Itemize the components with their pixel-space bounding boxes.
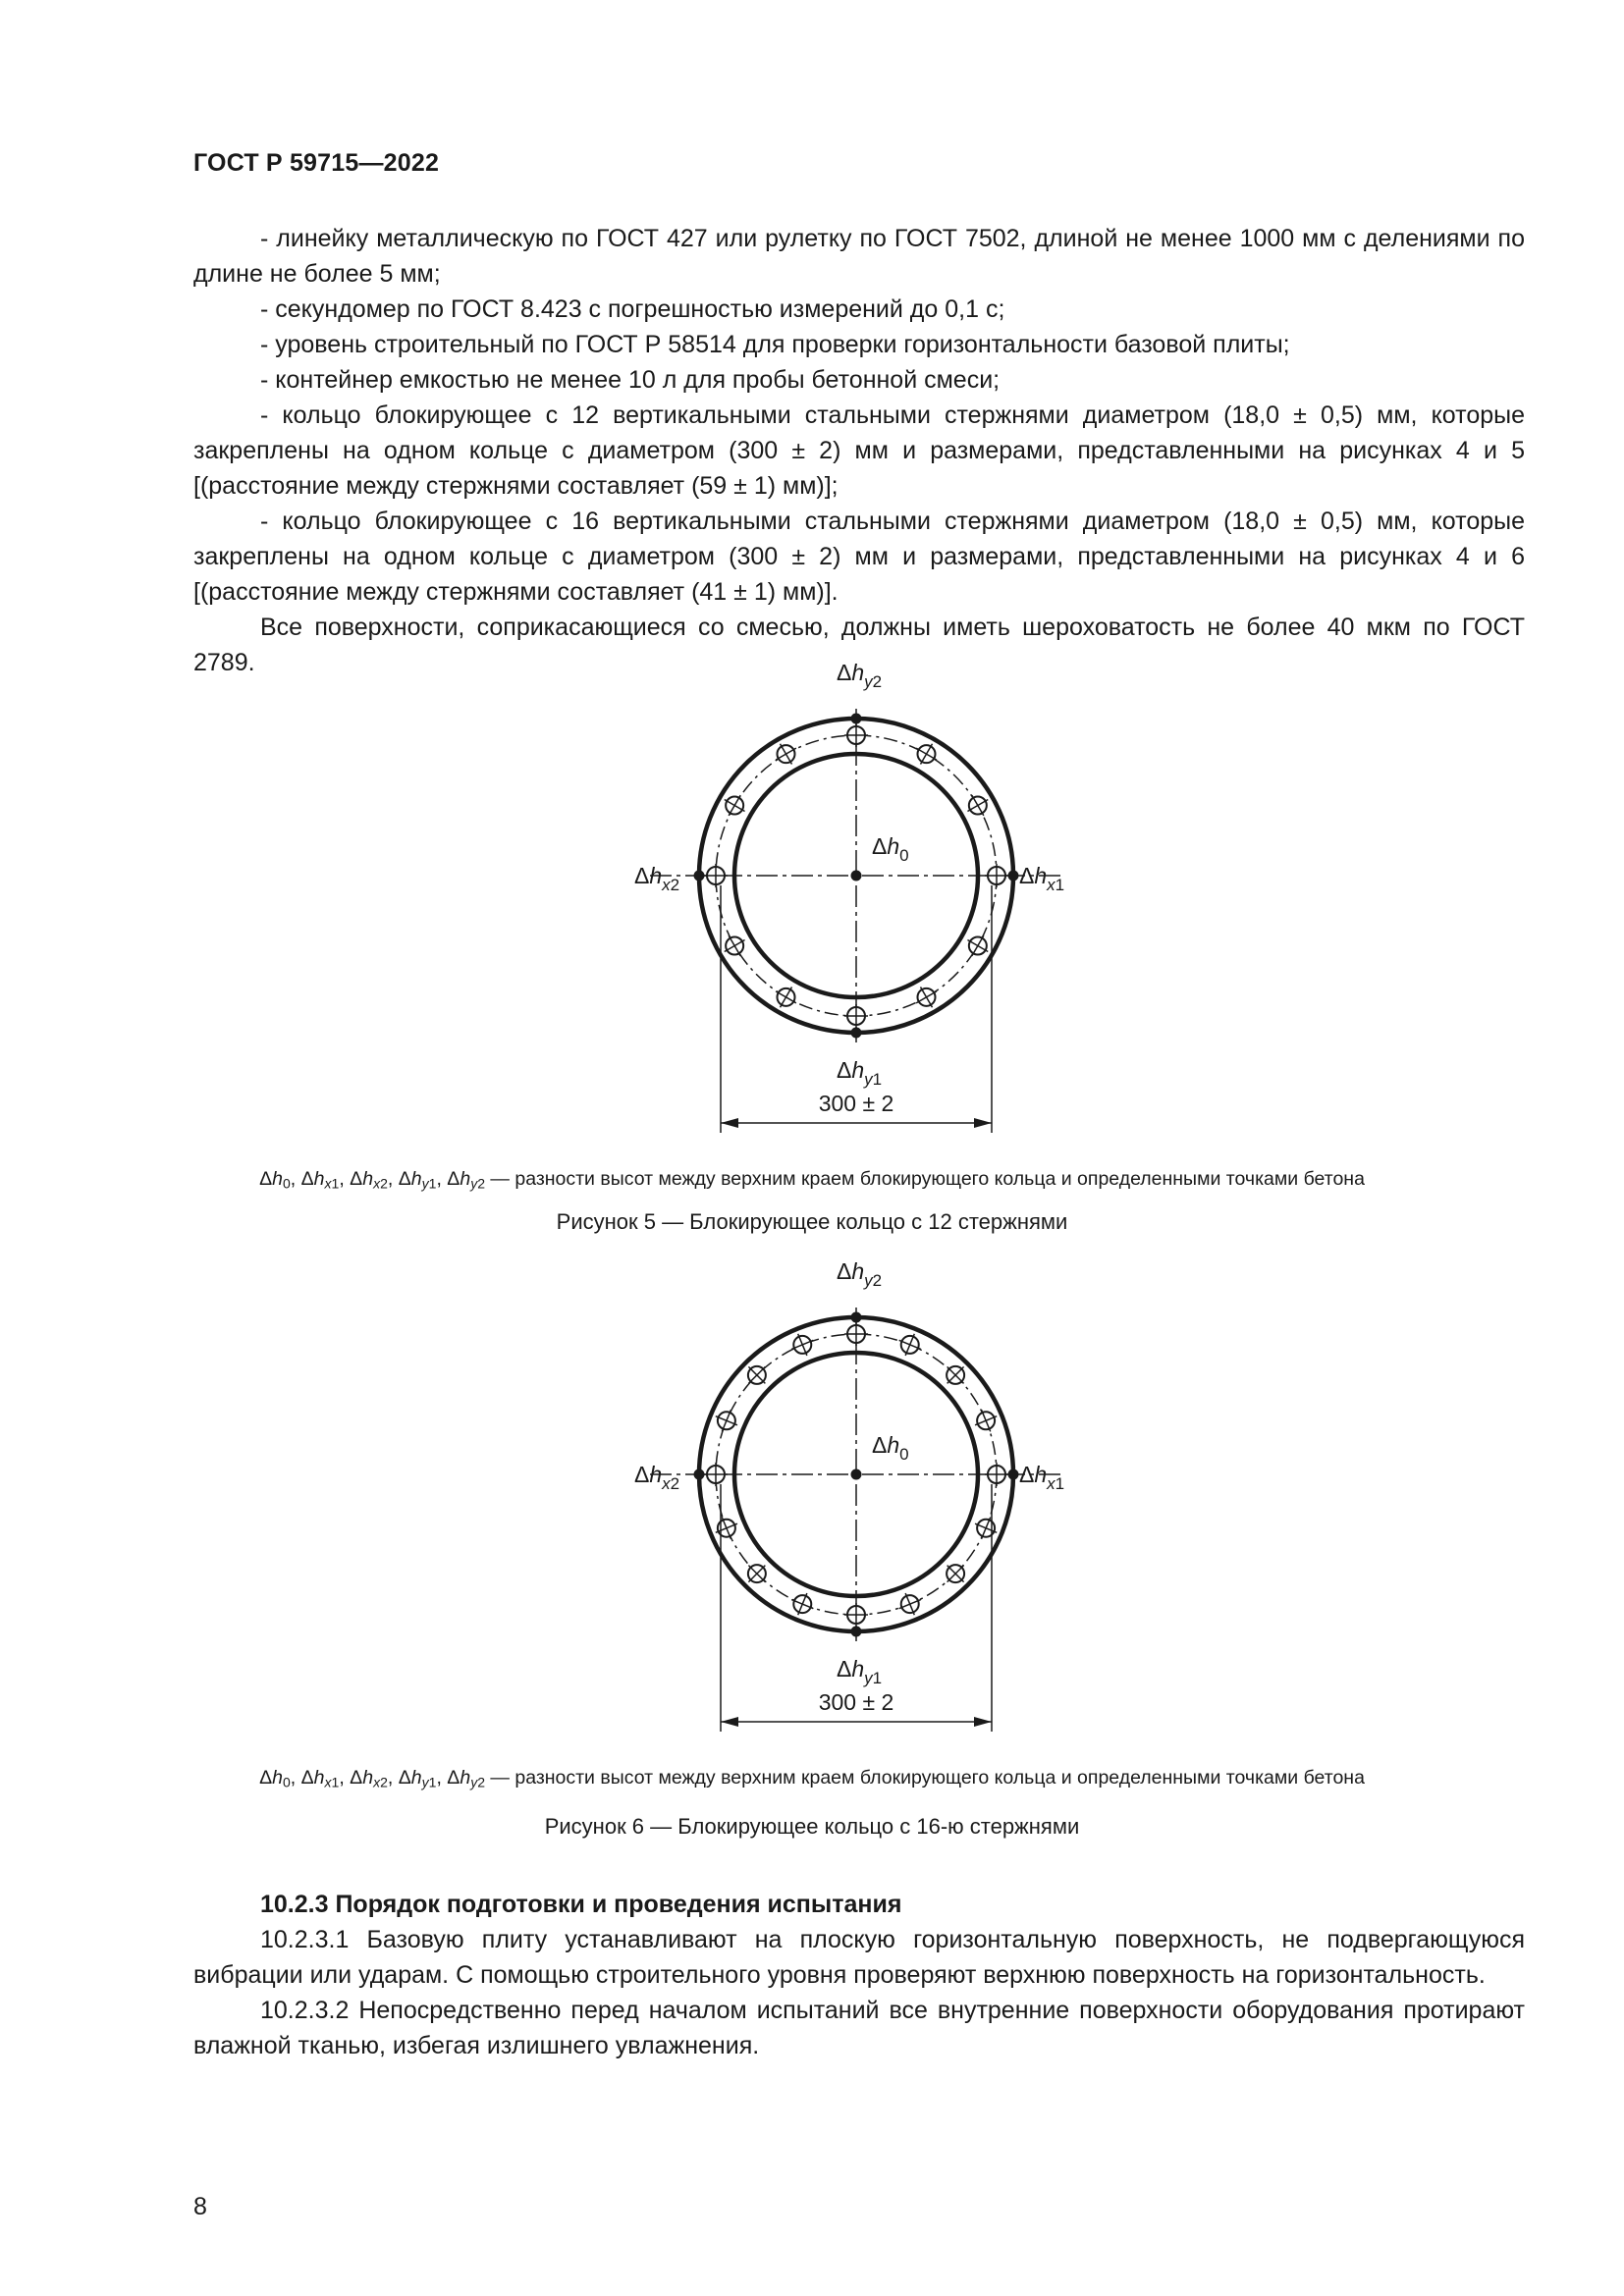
point-y1 [851, 1627, 862, 1637]
steel-rod [975, 1410, 997, 1431]
list-item: - секундомер по ГОСТ 8.423 с погрешностью измерений до 0,1 с; [260, 295, 1005, 323]
steel-rod [725, 795, 745, 816]
arrow-right-icon [974, 1717, 992, 1727]
point-y2 [851, 1312, 862, 1323]
ring-diagram-12-rods [0, 658, 1624, 1168]
steel-rod [844, 723, 868, 747]
steel-rod [844, 1322, 868, 1346]
steel-rod [791, 1593, 813, 1615]
steel-rod [748, 1565, 766, 1582]
arrow-left-icon [721, 1717, 738, 1727]
steel-rod [975, 1518, 997, 1539]
legend-text: — разности высот между верхним краем блокирующего кольца и определенными точками бетона [485, 1168, 1365, 1190]
list-item: - линейку металлическую по ГОСТ 427 или рулетку по ГОСТ 7502, длиной не менее 1000 мм с делениями по длине не более 5 мм; [193, 225, 1525, 288]
test-procedure-section [193, 1887, 1525, 2063]
point-x1 [1008, 1469, 1019, 1480]
point-center [851, 871, 862, 881]
figure-6 [0, 1256, 1624, 1839]
point-x2 [694, 871, 705, 881]
point-y1 [851, 1028, 862, 1039]
label-dh-x2: $\Delta h_x2$ [634, 1462, 680, 1493]
page-number: 8 [193, 2193, 207, 2220]
steel-rod [791, 1334, 813, 1356]
label-dh-x1: $\Delta h_x1$ [1019, 863, 1065, 894]
point-x1 [1008, 871, 1019, 881]
dimension-label: 300 ± 2 [818, 1689, 894, 1715]
label-dh-y2: $\Delta h_y2$ [837, 660, 883, 691]
steel-rod [716, 1410, 737, 1431]
arrow-left-icon [721, 1118, 738, 1128]
steel-rod [985, 1463, 1008, 1486]
steel-rod [716, 1518, 737, 1539]
steel-rod [844, 1004, 868, 1028]
surface-roughness-paragraph: Все поверхности, соприкасающиеся со смесью, должны иметь шероховатость не более 40 мкм по ГОСТ 2789. [193, 614, 1525, 676]
label-dh-y2: $\Delta h_y2$ [837, 1258, 883, 1290]
point-center [851, 1469, 862, 1480]
list-item: - контейнер емкостью не менее 10 л для пробы бетонной смеси; [260, 366, 1001, 394]
figure-legend [0, 1767, 1624, 1789]
figure-caption: Рисунок 6 — Блокирующее кольцо с 16-ю стержнями [544, 1814, 1080, 1839]
document-header: ГОСТ Р 59715—2022 [193, 149, 440, 177]
list-item: - кольцо блокирующее с 12 вертикальными стальными стержнями диаметром (18,0 ± 0,5) мм, которые закреплены на одном кольце с диаметром (300 ± 2) мм и размерами, представленными на рисунках 4 и 5 [(расстояние между стержнями составляет (59 ± 1) мм)]; [193, 401, 1525, 500]
label-dh-x1: $\Delta h_x1$ [1019, 1462, 1065, 1493]
list-item: - уровень строительный по ГОСТ Р 58514 для проверки горизонтальности базовой плиты; [260, 331, 1290, 358]
steel-rod [899, 1334, 921, 1356]
label-dh-0: $\Delta h_0$ [872, 1432, 909, 1464]
steel-rod [967, 795, 988, 816]
label-dh-y1: $\Delta h_y1$ [837, 1057, 883, 1089]
steel-rod [985, 864, 1008, 887]
steel-rod [748, 1366, 766, 1384]
label-dh-y1: $\Delta h_y1$ [837, 1656, 883, 1687]
figure-caption: Рисунок 5 — Блокирующее кольцо с 12 стержнями [556, 1209, 1068, 1234]
steel-rod [916, 987, 937, 1007]
steel-rod [725, 935, 745, 956]
section-paragraph: 10.2.3.1 Базовую плиту устанавливают на плоскую горизонтальную поверхность, не подвергающуюся вибрации или ударам. С помощью строительного уровня проверяют верхнюю поверхность на горизонтальность. [193, 1926, 1525, 1989]
label-dh-0: $\Delta h_0$ [872, 833, 909, 865]
legend-text: — разности высот между верхним краем блокирующего кольца и определенными точками бетона [485, 1767, 1365, 1789]
steel-rod [776, 744, 796, 765]
steel-rod [776, 987, 796, 1007]
legend-terms: $\Delta h_0$, $\Delta h_{x1}$, $\Delta h_{x2}$, $\Delta h_{y1}$, $\Delta h_{y2}$ [259, 1168, 486, 1192]
steel-rod [844, 1603, 868, 1627]
steel-rod [899, 1593, 921, 1615]
point-y2 [851, 714, 862, 724]
label-dh-x2: $\Delta h_x2$ [634, 863, 680, 894]
figure-5 [0, 658, 1624, 1234]
steel-rod [947, 1565, 964, 1582]
dimension-label: 300 ± 2 [818, 1091, 894, 1116]
equipment-list [193, 221, 1525, 680]
steel-rod [947, 1366, 964, 1384]
section-paragraph: 10.2.3.2 Непосредственно перед началом испытаний все внутренние поверхности оборудования протирают влажной тканью, избегая излишнего увлажнения. [193, 1997, 1525, 2059]
steel-rod [704, 1463, 728, 1486]
point-x2 [694, 1469, 705, 1480]
steel-rod [704, 864, 728, 887]
figure-legend [0, 1168, 1624, 1191]
legend-terms: $\Delta h_0$, $\Delta h_{x1}$, $\Delta h_{x2}$, $\Delta h_{y1}$, $\Delta h_{y2}$ [259, 1767, 486, 1790]
steel-rod [916, 744, 937, 765]
list-item: - кольцо блокирующее с 16 вертикальными стальными стержнями диаметром (18,0 ± 0,5) мм, которые закреплены на одном кольце с диаметром (300 ± 2) мм и размерами, представленными на рисунках 4 и 6 [(расстояние между стержнями составляет (41 ± 1) мм)]. [193, 507, 1525, 606]
arrow-right-icon [974, 1118, 992, 1128]
section-heading: 10.2.3 Порядок подготовки и проведения испытания [260, 1891, 902, 1918]
steel-rod [967, 935, 988, 956]
ring-diagram-16-rods [0, 1256, 1624, 1767]
